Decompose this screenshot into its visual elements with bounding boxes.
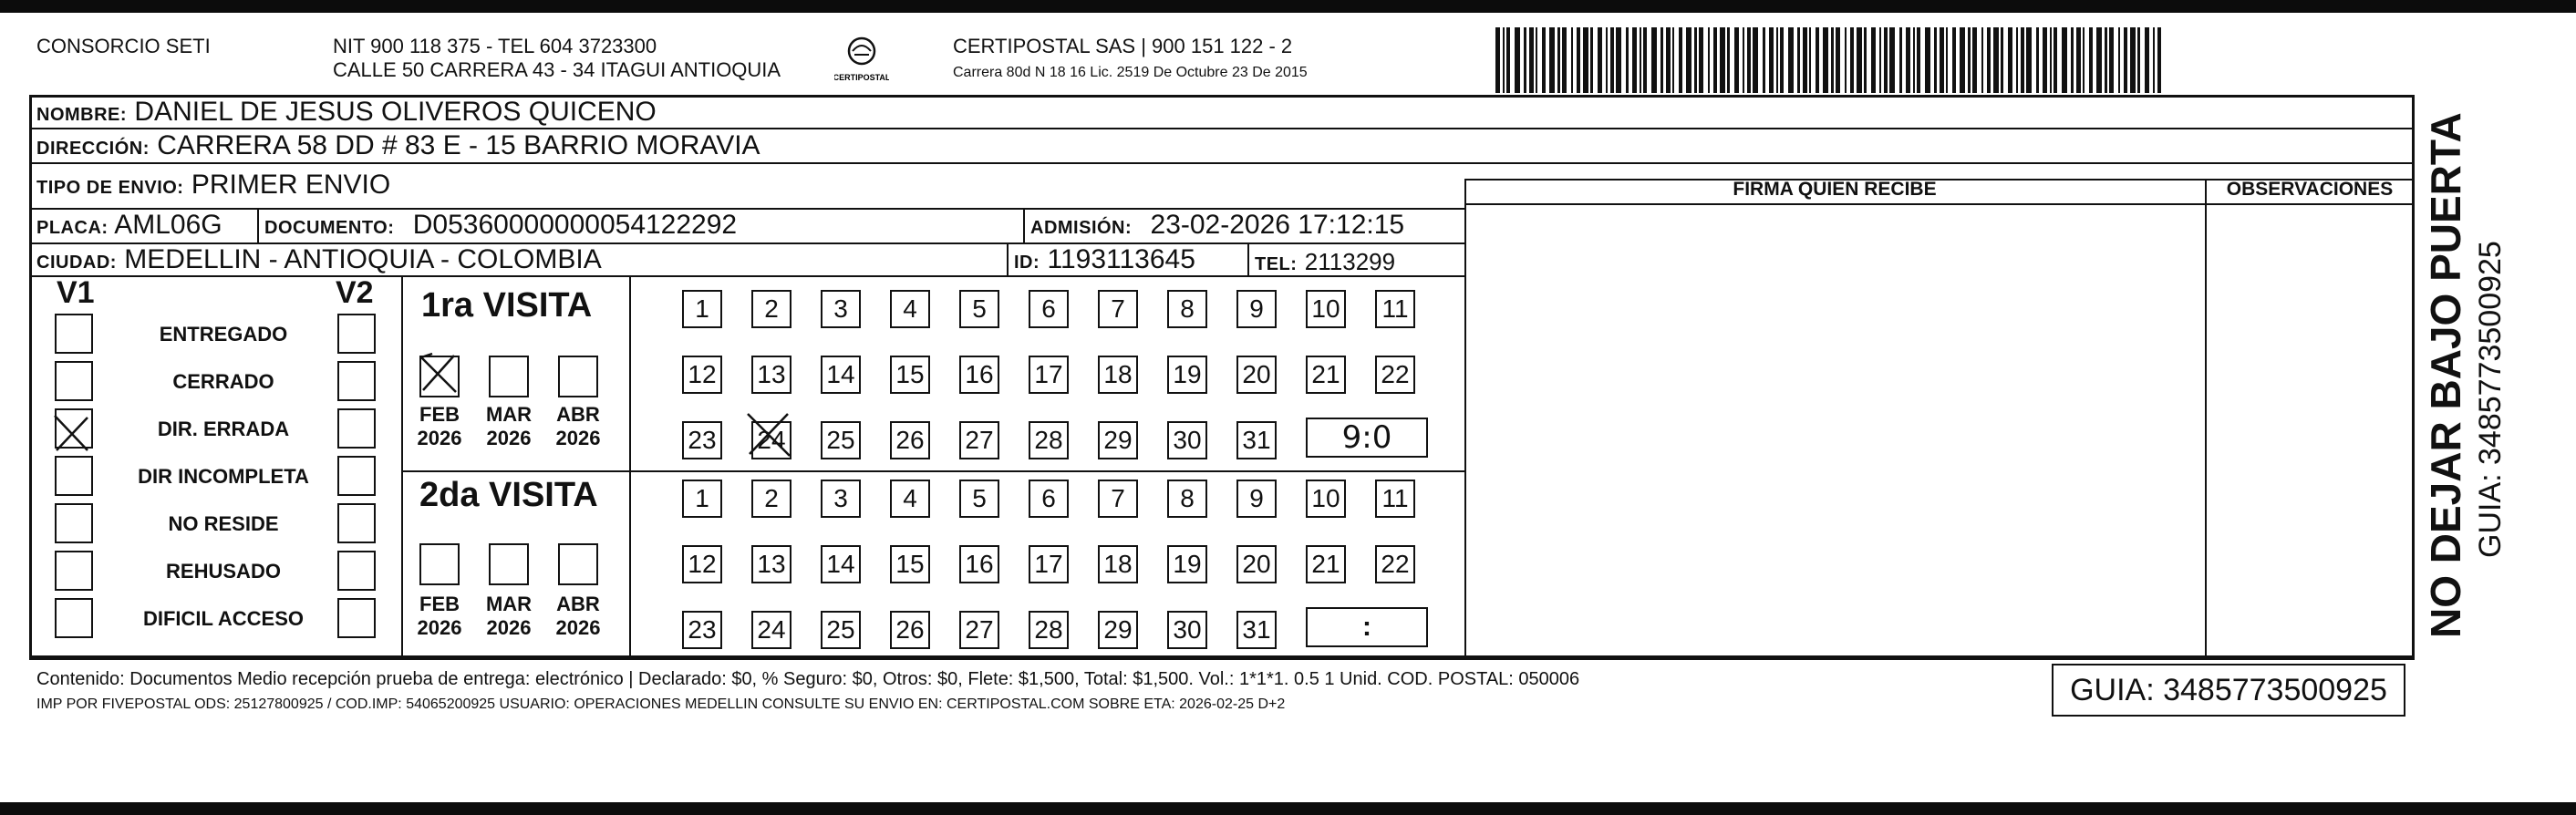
- placa-value: AML06G: [114, 210, 222, 240]
- side-guia: GUIA: 3485773500925: [2473, 241, 2508, 558]
- company-name: CONSORCIO SETI: [36, 35, 211, 57]
- day-box[interactable]: 18: [1098, 356, 1138, 394]
- month-year: 2026: [486, 616, 532, 639]
- barcode-bar: [1993, 27, 1999, 93]
- day-box[interactable]: 1: [682, 480, 722, 518]
- barcode-bar: [2089, 27, 2093, 93]
- barcode-bar: [2043, 27, 2047, 93]
- month-year: 2026: [555, 616, 601, 639]
- day-box[interactable]: 6: [1029, 290, 1069, 328]
- day-box[interactable]: 12: [682, 545, 722, 583]
- day-box[interactable]: 4: [890, 480, 930, 518]
- day-box[interactable]: 7: [1098, 480, 1138, 518]
- day-box[interactable]: 14: [821, 545, 861, 583]
- documento-value: D05360000000054122292: [412, 210, 738, 240]
- svg-text:CERTIPOSTAL: CERTIPOSTAL: [834, 73, 889, 82]
- day-box[interactable]: 26: [890, 421, 930, 459]
- barcode-bar: [1864, 27, 1867, 93]
- barcode-bar: [1968, 27, 1971, 93]
- id-value: 1193113645: [1047, 244, 1195, 274]
- barcode-bar: [1536, 27, 1537, 93]
- day-box[interactable]: 25: [821, 611, 861, 649]
- reason-label: CERRADO: [172, 370, 274, 393]
- barcode-bar: [2153, 27, 2155, 93]
- day-box[interactable]: 20: [1236, 545, 1277, 583]
- barcode-bar: [1743, 27, 1744, 93]
- nombre-label: NOMBRE:: [36, 105, 128, 125]
- footer-print-line: IMP POR FIVEPOSTAL ODS: 25127800925 / COD.IMP: 54065200925 USUARIO: OPERACIONES MEDELLIN CONSULTE SU ENVIO EN: CERTIPOSTAL.COM SOBRE ETA: 2026-02-25 D+2: [36, 696, 1286, 712]
- day-box[interactable]: 28: [1029, 611, 1069, 649]
- day-box[interactable]: 13: [751, 356, 791, 394]
- barcode-bar: [1626, 27, 1629, 93]
- certipostal-logo-icon: [834, 33, 889, 86]
- day-box[interactable]: 23: [682, 421, 722, 459]
- barcode-bar: [1946, 27, 1948, 93]
- day-box[interactable]: 29: [1098, 611, 1138, 649]
- v1-checkbox[interactable]: [55, 503, 93, 543]
- month-year: 2026: [417, 427, 462, 449]
- day-box[interactable]: 11: [1375, 290, 1415, 328]
- month-checkbox[interactable]: [489, 356, 529, 397]
- placa-label: PLACA:: [36, 218, 109, 238]
- day-box[interactable]: 25: [821, 421, 861, 459]
- barcode-bar: [2026, 27, 2032, 93]
- direccion-label: DIRECCIÓN:: [36, 139, 150, 159]
- barcode-bar: [2130, 27, 2136, 93]
- barcode-bar: [1836, 27, 1840, 93]
- day-box[interactable]: 5: [959, 290, 999, 328]
- reason-label: NO RESIDE: [168, 512, 279, 535]
- month-year: 2026: [555, 427, 601, 449]
- v2-header: V2: [336, 275, 374, 310]
- barcode-bar: [1660, 27, 1663, 93]
- day-box[interactable]: 19: [1167, 545, 1207, 583]
- barcode-bar: [1672, 27, 1674, 93]
- day-box[interactable]: 11: [1375, 480, 1415, 518]
- id-cell: [1014, 244, 1195, 278]
- v1-checkbox[interactable]: [55, 456, 93, 496]
- tel-value: 2113299: [1304, 248, 1396, 275]
- month-year: 2026: [486, 427, 532, 449]
- license-line: Carrera 80d N 18 16 Lic. 2519 De Octubre 23 De 2015: [953, 65, 1308, 80]
- barcode-bar: [1823, 27, 1828, 93]
- barcode-bar: [2137, 27, 2140, 93]
- barcode-bar: [1524, 27, 1526, 93]
- day-box[interactable]: 16: [959, 356, 999, 394]
- tipo-envio-value: PRIMER ENVIO: [191, 170, 391, 200]
- barcode-bar: [1616, 27, 1621, 93]
- barcode-bar: [1753, 27, 1758, 93]
- barcode-bar: [2050, 27, 2052, 93]
- footer-content-line: Contenido: Documentos Medio recepción prueba de entrega: electrónico | Declarado: $0, % Seguro: $0, Otros: $0, Flete: $1,500, Total: $1,500. Vol.: 1*1*1. 0.5 1 Unid. COD. POSTAL: 050006: [36, 669, 1580, 689]
- tipo-envio-label: TIPO DE ENVIO:: [36, 178, 184, 198]
- barcode-bar: [1857, 27, 1862, 93]
- tel-cell: [1255, 246, 1395, 280]
- v1-checkbox[interactable]: [55, 361, 93, 401]
- barcode-bar: [2096, 27, 2102, 93]
- admision-cell: [1030, 210, 1404, 243]
- barcode-bar: [2021, 27, 2024, 93]
- barcode-bar: [1503, 27, 1505, 93]
- admision-value: 23-02-2026 17:12:15: [1150, 210, 1405, 240]
- guia-box: GUIA: 3485773500925: [2052, 664, 2405, 717]
- day-box[interactable]: 27: [959, 421, 999, 459]
- barcode-bar: [1734, 27, 1739, 93]
- barcode-bar: [1515, 27, 1520, 93]
- day-box[interactable]: 26: [890, 611, 930, 649]
- first-visit-time-handwritten: 9:0: [1341, 419, 1392, 456]
- month-label: [477, 593, 541, 640]
- day-box[interactable]: 17: [1029, 545, 1069, 583]
- barcode-bar: [1643, 27, 1647, 93]
- v1-checkbox[interactable]: [55, 314, 93, 354]
- v1-checkbox[interactable]: [55, 598, 93, 638]
- barcode-bar: [1577, 27, 1580, 93]
- month-name: FEB: [419, 403, 460, 426]
- barcode-bar: [1906, 27, 1910, 93]
- day-box[interactable]: 3: [821, 290, 861, 328]
- month-checkbox[interactable]: [558, 543, 598, 585]
- barcode-bar: [2071, 27, 2074, 93]
- direccion-row: [36, 130, 760, 164]
- barcode-bar: [1606, 27, 1608, 93]
- month-label: [546, 593, 610, 640]
- barcode-bar: [1562, 27, 1567, 93]
- month-label: [546, 403, 610, 450]
- barcode-bar: [1960, 27, 1965, 93]
- observations-area[interactable]: [2207, 205, 2413, 656]
- barcode-bar: [1747, 27, 1751, 93]
- month-label: [408, 593, 471, 640]
- barcode-bar: [1803, 27, 1807, 93]
- barcode-bar: [1934, 27, 1937, 93]
- barcode: [1495, 27, 2166, 93]
- day-box[interactable]: 18: [1098, 545, 1138, 583]
- barcode-bar: [2008, 27, 2012, 93]
- side-warning: NO DEJAR BAJO PUERTA: [2422, 112, 2469, 638]
- day-box[interactable]: 22: [1375, 545, 1415, 583]
- barcode-bar: [1981, 27, 1983, 93]
- barcode-bar: [1610, 27, 1614, 93]
- day-box[interactable]: 2: [751, 290, 791, 328]
- second-visit-time-separator: :: [1362, 612, 1371, 642]
- top-border-bar: [0, 0, 2576, 13]
- firma-column-header: FIRMA QUIEN RECIBE: [1733, 179, 1937, 200]
- ciudad-cell: [36, 244, 602, 278]
- day-box[interactable]: 27: [959, 611, 999, 649]
- day-box[interactable]: 9: [1236, 480, 1277, 518]
- tipo-envio-row: [36, 170, 390, 203]
- barcode-bar: [2016, 27, 2018, 93]
- barcode-bar: [2145, 27, 2149, 93]
- day-box[interactable]: 31: [1236, 611, 1277, 649]
- day-box[interactable]: 8: [1167, 480, 1207, 518]
- barcode-bar: [1549, 27, 1555, 93]
- bottom-border-bar: [0, 802, 2576, 815]
- carrier-line: CERTIPOSTAL SAS | 900 151 122 - 2: [953, 35, 1293, 57]
- day-box[interactable]: 30: [1167, 611, 1207, 649]
- day-box[interactable]: 19: [1167, 356, 1207, 394]
- second-visit-title: 2da VISITA: [419, 476, 598, 514]
- barcode-bar: [1831, 27, 1834, 93]
- barcode-bar: [1708, 27, 1710, 93]
- day-box[interactable]: 10: [1306, 480, 1346, 518]
- barcode-bar: [1699, 27, 1703, 93]
- barcode-bar: [1987, 27, 1991, 93]
- barcode-bar: [1686, 27, 1691, 93]
- day-box[interactable]: 4: [890, 290, 930, 328]
- barcode-bar: [1913, 27, 1915, 93]
- signature-area[interactable]: [1466, 205, 2203, 656]
- first-visit-time-box[interactable]: [1306, 418, 1428, 458]
- day-box[interactable]: 24: [751, 611, 791, 649]
- nit-line: NIT 900 118 375 - TEL 604 3723300: [333, 35, 657, 57]
- barcode-bar: [2036, 27, 2039, 93]
- barcode-bar: [1809, 27, 1811, 93]
- barcode-bar: [1598, 27, 1602, 93]
- day-box[interactable]: 23: [682, 611, 722, 649]
- observaciones-column-header: OBSERVACIONES: [2226, 179, 2394, 200]
- month-name: MAR: [485, 403, 533, 426]
- barcode-bar: [1506, 27, 1510, 93]
- first-visit-title: 1ra VISITA: [421, 286, 593, 325]
- barcode-bar: [1720, 27, 1725, 93]
- day-box[interactable]: 13: [751, 545, 791, 583]
- barcode-bar: [1889, 27, 1895, 93]
- month-name: MAR: [485, 593, 533, 615]
- day-box[interactable]: 14: [821, 356, 861, 394]
- barcode-bar: [1816, 27, 1819, 93]
- v1-checkbox[interactable]: [55, 408, 93, 449]
- id-label: ID:: [1014, 253, 1040, 273]
- barcode-bar: [2062, 27, 2067, 93]
- day-box[interactable]: 28: [1029, 421, 1069, 459]
- reason-label: DIFICIL ACCESO: [142, 607, 304, 630]
- day-box[interactable]: 7: [1098, 290, 1138, 328]
- barcode-bar: [1529, 27, 1534, 93]
- barcode-bar: [2054, 27, 2057, 93]
- documento-cell: [264, 210, 737, 243]
- month-name: FEB: [419, 593, 460, 615]
- barcode-bar: [1713, 27, 1717, 93]
- barcode-bar: [1571, 27, 1573, 93]
- month-label: [477, 403, 541, 450]
- barcode-bar: [2109, 27, 2114, 93]
- barcode-bar: [1542, 27, 1546, 93]
- second-visit-time-box[interactable]: [1306, 607, 1428, 647]
- barcode-bar: [1776, 27, 1778, 93]
- month-checkbox[interactable]: [558, 356, 598, 397]
- documento-label: DOCUMENTO:: [264, 218, 395, 238]
- month-name: ABR: [556, 403, 600, 426]
- barcode-bar: [1788, 27, 1794, 93]
- barcode-bar: [2157, 27, 2161, 93]
- day-box[interactable]: 15: [890, 356, 930, 394]
- barcode-bar: [2118, 27, 2120, 93]
- day-box[interactable]: 17: [1029, 356, 1069, 394]
- ciudad-label: CIUDAD:: [36, 253, 117, 273]
- barcode-bar: [1763, 27, 1765, 93]
- month-name: ABR: [556, 593, 600, 615]
- barcode-bar: [1651, 27, 1657, 93]
- nombre-value: DANIEL DE JESUS OLIVEROS QUICENO: [134, 97, 657, 127]
- day-box[interactable]: 31: [1236, 421, 1277, 459]
- nombre-row: [36, 97, 657, 130]
- barcode-bar: [2001, 27, 2003, 93]
- barcode-bar: [1952, 27, 1956, 93]
- day-box[interactable]: 24: [751, 421, 791, 459]
- direccion-value: CARRERA 58 DD # 83 E - 15 BARRIO MORAVIA: [157, 130, 760, 160]
- month-checkbox[interactable]: [419, 356, 460, 397]
- day-box[interactable]: 9: [1236, 290, 1277, 328]
- day-box[interactable]: 3: [821, 480, 861, 518]
- day-box[interactable]: 20: [1236, 356, 1277, 394]
- day-box[interactable]: 16: [959, 545, 999, 583]
- day-box[interactable]: 21: [1306, 356, 1346, 394]
- month-label: [408, 403, 471, 450]
- barcode-bar: [2076, 27, 2081, 93]
- barcode-bar: [1871, 27, 1876, 93]
- barcode-bar: [1972, 27, 1977, 93]
- company-address: CALLE 50 CARRERA 43 - 34 ITAGUI ANTIOQUIA: [333, 58, 781, 81]
- barcode-bar: [1769, 27, 1774, 93]
- reason-label: DIR. ERRADA: [157, 418, 290, 440]
- day-box[interactable]: 1: [682, 290, 722, 328]
- barcode-bar: [1583, 27, 1588, 93]
- day-box[interactable]: 12: [682, 356, 722, 394]
- barcode-bar: [1940, 27, 1944, 93]
- barcode-bar: [1666, 27, 1671, 93]
- barcode-bar: [1884, 27, 1888, 93]
- day-box[interactable]: 10: [1306, 290, 1346, 328]
- ciudad-value: MEDELLIN - ANTIOQUIA - COLOMBIA: [124, 244, 602, 274]
- barcode-bar: [1727, 27, 1730, 93]
- reason-label: ENTREGADO: [159, 323, 288, 346]
- admision-label: ADMISIÓN:: [1030, 218, 1133, 238]
- tel-label: TEL:: [1255, 254, 1298, 274]
- barcode-bar: [1495, 27, 1500, 93]
- day-box[interactable]: 22: [1375, 356, 1415, 394]
- month-checkbox[interactable]: [419, 543, 460, 585]
- reason-label: DIR INCOMPLETA: [138, 465, 309, 488]
- barcode-bar: [1679, 27, 1682, 93]
- v1-header: V1: [57, 275, 95, 310]
- barcode-bar: [1845, 27, 1847, 93]
- placa-cell: [36, 210, 222, 243]
- day-box[interactable]: 21: [1306, 545, 1346, 583]
- reason-label: REHUSADO: [166, 560, 281, 583]
- barcode-bar: [1590, 27, 1593, 93]
- day-box[interactable]: 29: [1098, 421, 1138, 459]
- day-box[interactable]: 6: [1029, 480, 1069, 518]
- barcode-bar: [1632, 27, 1637, 93]
- day-box[interactable]: 15: [890, 545, 930, 583]
- v1-checkbox[interactable]: [55, 551, 93, 591]
- barcode-bar: [1925, 27, 1930, 93]
- day-box[interactable]: 2: [751, 480, 791, 518]
- barcode-bar: [1879, 27, 1881, 93]
- barcode-bar: [1850, 27, 1854, 93]
- barcode-bar: [1917, 27, 1920, 93]
- barcode-bar: [1694, 27, 1697, 93]
- barcode-bar: [1640, 27, 1641, 93]
- barcode-bar: [1797, 27, 1800, 93]
- day-box[interactable]: 5: [959, 480, 999, 518]
- day-box[interactable]: 8: [1167, 290, 1207, 328]
- barcode-bar: [2083, 27, 2085, 93]
- barcode-bar: [2105, 27, 2107, 93]
- month-year: 2026: [417, 616, 462, 639]
- barcode-bar: [2124, 27, 2127, 93]
- month-checkbox[interactable]: [489, 543, 529, 585]
- day-box[interactable]: 30: [1167, 421, 1207, 459]
- barcode-bar: [1557, 27, 1560, 93]
- barcode-bar: [1780, 27, 1784, 93]
- barcode-bar: [1899, 27, 1902, 93]
